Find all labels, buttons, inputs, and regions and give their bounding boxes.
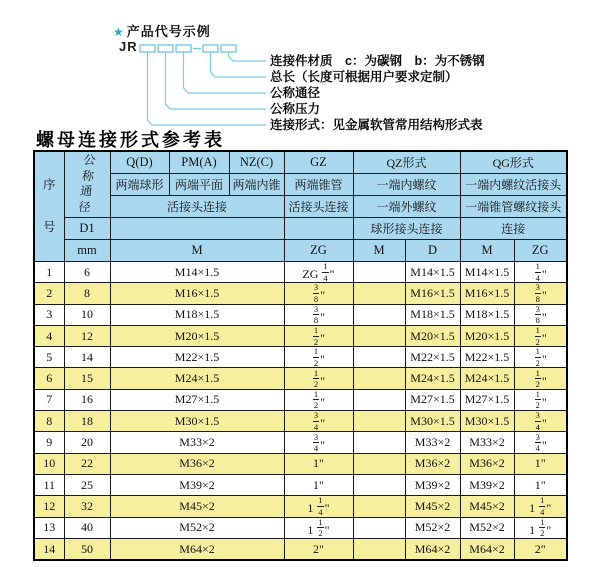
fraction: $\frac{1}{2}$ (535, 367, 540, 390)
cell-m: M45×2 (110, 496, 284, 517)
cell-m: M27×1.5 (110, 389, 284, 410)
cell-qz-d: M33×2 (405, 432, 460, 453)
fraction: $\frac{1}{2}$ (313, 367, 319, 390)
fraction: $\frac{1}{2}$ (313, 389, 319, 411)
cell-no: 14 (34, 538, 64, 560)
cell-gz: $\frac{1}{2}$ " (284, 368, 353, 389)
cell-m: M20×1.5 (110, 325, 284, 346)
table-row (34, 411, 567, 432)
connector-line-length (211, 52, 267, 77)
cell-no: 11 (34, 474, 64, 495)
fraction: $\frac{3}{4}$ (313, 431, 319, 454)
cell-qz-d: M45×2 (405, 496, 460, 517)
table-row (34, 283, 567, 304)
header-qg-zg: ZG (514, 240, 567, 262)
cell-qg-zg: 1" (514, 474, 567, 495)
cell-qg-zg: 1" (514, 453, 567, 474)
header-gz: GZ (284, 151, 353, 174)
table-body (34, 262, 567, 561)
cell-qg-zg: $\frac{1}{2}$ " (514, 325, 567, 346)
fraction: $\frac{1}{2}$ (535, 346, 540, 368)
cell-dn: 18 (64, 411, 110, 432)
header-qz-form: QZ形式 (353, 151, 460, 174)
connector-line-dn (184, 52, 267, 93)
header-empty-gz (284, 218, 353, 240)
cell-gz: ZG $\frac{1}{4}$ " (284, 262, 353, 283)
cell-no: 3 (34, 304, 64, 325)
cell-gz: $\frac{1}{2}$ " (284, 347, 353, 368)
cell-dn: 12 (64, 325, 110, 346)
cell-dn: 50 (64, 538, 110, 560)
code-box-1 (140, 45, 155, 52)
cell-qg-zg: $\frac{3}{4}$ " (514, 411, 567, 432)
cell-qz-d: M20×1.5 (405, 325, 460, 346)
cell-qz-m (353, 517, 405, 538)
cell-qg-zg: $\frac{3}{8}$ " (514, 304, 567, 325)
code-box-3 (176, 45, 191, 52)
fraction: $\frac{3}{8}$ (313, 304, 319, 326)
table-row (34, 325, 567, 346)
cell-gz: $\frac{3}{4}$ " (284, 411, 353, 432)
code-box-4 (203, 45, 218, 52)
fraction: $\frac{1}{4}$ (318, 495, 323, 517)
cell-qg-zg: $\frac{1}{2}$ " (514, 389, 567, 410)
cell-qg-m: M16×1.5 (460, 283, 514, 304)
header-qz-d: D (405, 240, 460, 262)
cell-qz-d: M22×1.5 (405, 347, 460, 368)
cell-qg-zg: $\frac{3}{8}$ " (514, 283, 567, 304)
cell-dn: 6 (64, 262, 110, 283)
cell-qg-m: M22×1.5 (460, 347, 514, 368)
cell-qz-m (353, 262, 405, 283)
code-label-dn: 公称通径 (270, 86, 321, 100)
cell-m: M52×2 (110, 517, 284, 538)
cell-gz: $\frac{3}{8}$ " (284, 283, 353, 304)
header-zg: ZG (284, 240, 353, 262)
cell-gz: $\frac{1}{2}$ " (284, 325, 353, 346)
cell-dn: 20 (64, 432, 110, 453)
header-gz-sub: 两端锥管 (284, 174, 353, 196)
cell-gz: $\frac{1}{2}$ " (284, 389, 353, 410)
header-mm: mm (64, 240, 110, 262)
cell-gz: 1 $\frac{1}{4}$ " (284, 496, 353, 517)
header-q: Q(D) (110, 151, 169, 174)
cell-qz-m (353, 538, 405, 560)
fraction: $\frac{3}{8}$ (535, 282, 540, 304)
header-nz-sub: 两端内锥 (229, 174, 284, 196)
cell-qg-zg: $\frac{1}{2}$ " (514, 347, 567, 368)
cell-no: 6 (34, 368, 64, 389)
cell-qg-m: M24×1.5 (460, 368, 514, 389)
cell-qg-zg: $\frac{1}{4}$ " (514, 262, 567, 283)
cell-qg-m: M18×1.5 (460, 304, 514, 325)
cell-qg-m: M14×1.5 (460, 262, 514, 283)
cell-m: M14×1.5 (110, 262, 284, 283)
cell-dn: 8 (64, 283, 110, 304)
cell-m: M39×2 (110, 474, 284, 495)
cell-qz-m (353, 325, 405, 346)
cell-qz-m (353, 474, 405, 495)
cell-qz-m (353, 432, 405, 453)
cell-dn: 14 (64, 347, 110, 368)
cell-qg-m: M20×1.5 (460, 325, 514, 346)
cell-m: M64×2 (110, 538, 284, 560)
table-row (34, 262, 567, 283)
cell-qz-d: M36×2 (405, 453, 460, 474)
cell-gz: $\frac{3}{4}$ " (284, 432, 353, 453)
cell-qg-zg: 1 $\frac{1}{4}$ " (514, 496, 567, 517)
header-union-connection: 活接头连接 (110, 196, 284, 218)
cell-qg-m: M33×2 (460, 432, 514, 453)
cell-gz: $\frac{3}{8}$ " (284, 304, 353, 325)
header-qz-m: M (353, 240, 405, 262)
table-title: 螺母连接形式参考表 (36, 130, 225, 151)
cell-dn: 16 (64, 389, 110, 410)
cell-dn: 32 (64, 496, 110, 517)
cell-m: M18×1.5 (110, 304, 284, 325)
cell-qz-d: M64×2 (405, 538, 460, 560)
cell-qz-m (353, 453, 405, 474)
cell-qz-d: M18×1.5 (405, 304, 460, 325)
table-row (34, 538, 567, 560)
code-label-length: 总长（长度可根据用户要求定制） (270, 70, 458, 84)
table-row (34, 389, 567, 410)
fraction: $\frac{3}{8}$ (535, 304, 540, 326)
cell-no: 12 (34, 496, 64, 517)
connector-line-material (229, 52, 267, 61)
cell-qz-d: M14×1.5 (405, 262, 460, 283)
cell-qg-m: M64×2 (460, 538, 514, 560)
table-row (34, 453, 567, 474)
cell-qg-m: M45×2 (460, 496, 514, 517)
header-qz-sub1: 一端内螺纹 (353, 174, 460, 196)
fraction: $\frac{3}{4}$ (535, 410, 540, 432)
header-qg-sub1: 一端内螺纹活接头 (460, 174, 567, 196)
cell-qg-m: M30×1.5 (460, 411, 514, 432)
cell-qz-m (353, 389, 405, 410)
cell-qg-zg: 2" (514, 538, 567, 560)
cell-qz-d: M52×2 (405, 517, 460, 538)
fraction: $\frac{1}{2}$ (313, 325, 319, 347)
cell-qz-d: M30×1.5 (405, 411, 460, 432)
diagram-title-text: 产品代号示例 (126, 24, 211, 39)
cell-m: M30×1.5 (110, 411, 284, 432)
table-row (34, 517, 567, 538)
cell-no: 7 (34, 389, 64, 410)
header-empty-left (110, 218, 284, 240)
cell-no: 8 (34, 411, 64, 432)
cell-m: M22×1.5 (110, 347, 284, 368)
cell-no: 1 (34, 262, 64, 283)
cell-qz-m (353, 347, 405, 368)
fraction: $\frac{1}{2}$ (535, 325, 540, 347)
cell-m: M33×2 (110, 432, 284, 453)
cell-gz: 1" (284, 474, 353, 495)
fraction: $\frac{1}{2}$ (313, 346, 319, 368)
cell-no: 2 (34, 283, 64, 304)
table-row (34, 474, 567, 495)
cell-no: 4 (34, 325, 64, 346)
cell-no: 9 (34, 432, 64, 453)
header-m: M (110, 240, 284, 262)
fraction: $\frac{1}{2}$ (535, 389, 540, 411)
cell-qg-m: M39×2 (460, 474, 514, 495)
cell-qz-m (353, 283, 405, 304)
cell-dn: 22 (64, 453, 110, 474)
cell-dn: 10 (64, 304, 110, 325)
table-row (34, 496, 567, 517)
cell-no: 10 (34, 453, 64, 474)
cell-qg-zg: $\frac{3}{4}$ " (514, 432, 567, 453)
table-row (34, 347, 567, 368)
header-qg-sub2: 一端锥管螺纹接头 (460, 196, 567, 218)
cell-qz-d: M24×1.5 (405, 368, 460, 389)
header-pm: PM(A) (169, 151, 229, 174)
code-box-5 (221, 45, 236, 52)
fraction: $\frac{1}{4}$ (540, 495, 545, 517)
cell-gz: 1" (284, 453, 353, 474)
code-label-material: 连接件材质 c：为碳钢 b：为不锈钢 (270, 54, 485, 68)
header-qg-form: QG形式 (460, 151, 567, 174)
cell-dn: 40 (64, 517, 110, 538)
vertical-label-serial: 序号 (43, 178, 56, 234)
fraction: $\frac{1}{4}$ (323, 261, 328, 283)
table-row (34, 432, 567, 453)
cell-qz-m (353, 411, 405, 432)
header-qz-connection: 球形接头连接 (353, 218, 460, 240)
cell-qg-m: M27×1.5 (460, 389, 514, 410)
fraction: $\frac{3}{8}$ (313, 282, 319, 304)
table-row (34, 368, 567, 389)
cell-m: M36×2 (110, 453, 284, 474)
cell-qg-m: M52×2 (460, 517, 514, 538)
header-pm-sub: 两端平面 (169, 174, 229, 196)
cell-qz-d: M27×1.5 (405, 389, 460, 410)
header-gz-connection: 活接头连接 (284, 196, 353, 218)
header-qz-sub2: 一端外螺纹 (353, 196, 460, 218)
header-nz: NZ(C) (229, 151, 284, 174)
vertical-label-dn: 公称通径 (77, 153, 97, 215)
table-row (34, 304, 567, 325)
cell-qz-d: M39×2 (405, 474, 460, 495)
fraction: $\frac{1}{2}$ (540, 517, 545, 539)
header-d1: D1 (64, 218, 110, 240)
fraction: $\frac{3}{4}$ (313, 410, 319, 432)
code-label-pn: 公称压力 (270, 102, 321, 116)
cell-no: 13 (34, 517, 64, 538)
cell-qz-m (353, 304, 405, 325)
cell-gz: 1 $\frac{1}{2}$ " (284, 517, 353, 538)
cell-dn: 25 (64, 474, 110, 495)
cell-gz: 2" (284, 538, 353, 560)
header-serial (34, 151, 64, 262)
cell-qz-d: M16×1.5 (405, 283, 460, 304)
cell-m: M24×1.5 (110, 368, 284, 389)
cell-qg-m: M36×2 (460, 453, 514, 474)
header-q-sub: 两端球形 (110, 174, 169, 196)
cell-qg-zg: $\frac{1}{2}$ " (514, 368, 567, 389)
fraction: $\frac{1}{2}$ (318, 517, 323, 539)
cell-dn: 15 (64, 368, 110, 389)
code-label-form: 连接形式：见金属软管常用结构形式表 (270, 118, 483, 132)
cell-qg-zg: 1 $\frac{1}{2}$ " (514, 517, 567, 538)
code-box-2 (158, 45, 173, 52)
product-code-prefix: JR (119, 39, 138, 54)
fraction: $\frac{3}{4}$ (535, 431, 540, 454)
header-qg-connection: 连接 (460, 218, 567, 240)
cell-m: M16×1.5 (110, 283, 284, 304)
nut-connection-reference-table (33, 150, 568, 561)
header-qg-m: M (460, 240, 514, 262)
header-dn (64, 151, 110, 218)
star-icon: ★ (113, 25, 125, 39)
fraction: $\frac{1}{4}$ (535, 261, 540, 283)
cell-qz-m (353, 368, 405, 389)
cell-qz-m (353, 496, 405, 517)
cell-no: 5 (34, 347, 64, 368)
